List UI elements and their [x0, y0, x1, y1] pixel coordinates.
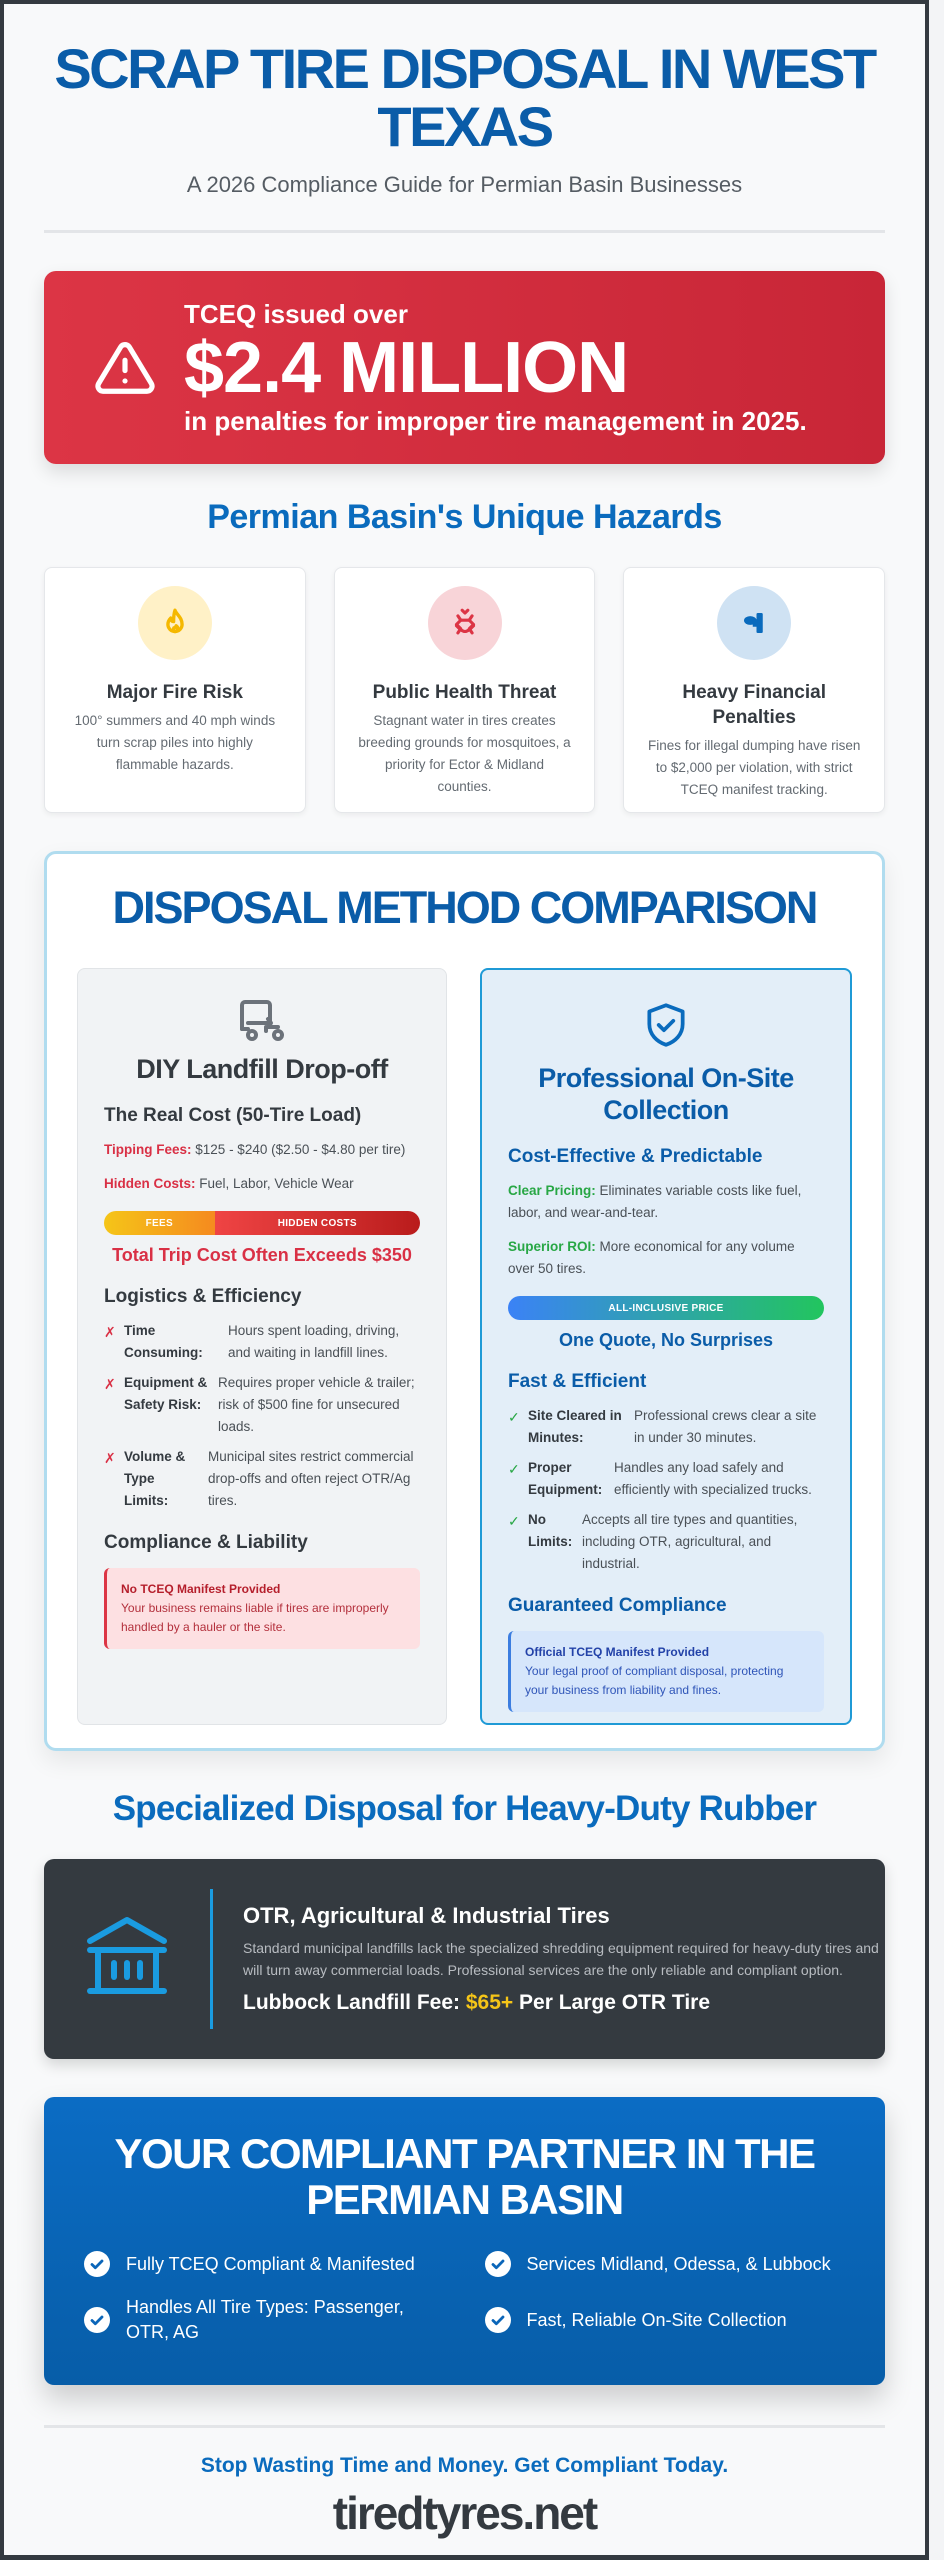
hazards-heading: Permian Basin's Unique Hazards	[207, 498, 722, 536]
pro-superior-roi	[508, 1236, 824, 1280]
diy-total-cost: Total Trip Cost Often Exceeds $350	[112, 1245, 412, 1265]
note-text: Your legal proof of compliant disposal, protecting your business from liability and fines.	[525, 1664, 784, 1697]
page-title: SCRAP TIRE DISPOSAL IN WEST TEXAS	[54, 37, 875, 158]
pro-clear-pricing	[508, 1180, 824, 1224]
heavy-duty-content	[243, 1903, 885, 2015]
check-icon: ✓	[508, 1461, 520, 1477]
cross-icon: ✗	[104, 1324, 116, 1340]
penalty-alert-banner	[44, 271, 885, 464]
hazard-title: Public Health Threat	[372, 682, 557, 703]
check-circle-icon	[84, 2251, 110, 2277]
hazard-title: Major Fire Risk	[106, 682, 243, 703]
clear-pricing-value: Eliminates variable costs like fuel, labor, and wear-and-tear.	[508, 1183, 802, 1220]
item-text: Hours spent loading, driving, and waiting in landfill lines.	[228, 1323, 400, 1360]
diy-cost-bar	[104, 1211, 420, 1235]
lubbock-fee	[243, 1991, 885, 2015]
list-item	[104, 1372, 420, 1438]
list-item	[508, 1405, 824, 1449]
diy-manifest-warning	[104, 1568, 420, 1649]
hazard-card-fire	[44, 567, 306, 813]
truck-trailer-icon	[104, 999, 420, 1041]
fire-icon	[138, 586, 212, 660]
cross-icon: ✗	[104, 1450, 116, 1466]
list-item	[508, 1457, 824, 1501]
item-text: Handles any load safely and efficiently with specialized trucks.	[614, 1460, 812, 1497]
check-circle-icon	[84, 2307, 110, 2333]
hazard-text: Fines for illegal dumping have risen to $2,000 per violation, with strict TCEQ manifest tracking.	[647, 738, 861, 797]
shield-check-icon	[508, 1000, 824, 1050]
alert-tail: in penalties for improper tire management in 2025.	[184, 405, 807, 436]
hazard-title: Heavy Financial Penalties	[682, 682, 826, 728]
pro-title: Professional On-Site Collection	[538, 1063, 794, 1125]
note-title: Official TCEQ Manifest Provided	[525, 1645, 710, 1659]
note-title: No TCEQ Manifest Provided	[121, 1582, 281, 1596]
benefit-text: Fast, Reliable On-Site Collection	[526, 2309, 787, 2330]
check-circle-icon	[485, 2307, 511, 2333]
footer-tagline: Stop Wasting Time and Money. Get Compliant Today.	[200, 2454, 729, 2477]
pro-column	[480, 968, 852, 1725]
pro-price-bar: ALL-INCLUSIVE PRICE	[508, 1296, 824, 1320]
hazard-card-penalties	[623, 567, 885, 813]
diy-compliance-heading: Compliance & Liability	[104, 1532, 308, 1553]
benefit-text: Services Midland, Odessa, & Lubbock	[526, 2253, 831, 2274]
item-text: Professional crews clear a site in under 30 minutes.	[634, 1408, 817, 1445]
cta-benefits	[84, 2251, 845, 2345]
hazards-grid	[44, 567, 885, 813]
benefit-item	[84, 2295, 445, 2345]
heavy-duty-panel	[44, 1859, 885, 2059]
item-label: Time Consuming:	[124, 1323, 203, 1360]
comparison-heading: DISPOSAL METHOD COMPARISON	[112, 882, 817, 933]
divider	[44, 2425, 885, 2428]
item-text: Municipal sites restrict commercial drop-offs and often reject OTR/Ag tires.	[208, 1449, 414, 1508]
list-item	[104, 1446, 420, 1512]
item-text: Accepts all tire types and quantities, including OTR, agricultural, and industrial.	[582, 1512, 798, 1571]
check-icon: ✓	[508, 1409, 520, 1425]
benefit-text: Handles All Tire Types: Passenger, OTR, AG	[126, 2297, 404, 2342]
cta-title: YOUR COMPLIANT PARTNER IN THE PERMIAN BASIN	[114, 2130, 815, 2223]
alert-text	[184, 299, 807, 437]
fee-prefix: Lubbock Landfill Fee:	[243, 1991, 461, 2014]
hidden-costs-value: Fuel, Labor, Vehicle Wear	[199, 1176, 354, 1191]
diy-logistics-list	[104, 1320, 420, 1512]
clear-pricing-label: Clear Pricing:	[508, 1183, 596, 1198]
tipping-fees-label: Tipping Fees:	[104, 1142, 192, 1157]
hazard-text: Stagnant water in tires creates breeding grounds for mosquitoes, a priority for Ector & Midland counties.	[358, 713, 571, 794]
diy-logistics-heading: Logistics & Efficiency	[104, 1286, 302, 1307]
page-subtitle: A 2026 Compliance Guide for Permian Basin Businesses	[186, 172, 743, 197]
benefit-item	[485, 2251, 846, 2277]
diy-tipping-fees	[104, 1139, 420, 1161]
note-text: Your business remains liable if tires are improperly handled by a hauler or the site.	[121, 1601, 389, 1634]
superior-roi-value: More economical for any volume over 50 tires.	[508, 1239, 795, 1276]
superior-roi-label: Superior ROI:	[508, 1239, 596, 1254]
item-label: Volume & Type Limits:	[124, 1449, 186, 1508]
diy-hidden-costs	[104, 1173, 420, 1195]
alert-amount: $2.4 MILLION	[184, 327, 629, 408]
item-label: Proper Equipment:	[528, 1460, 603, 1497]
list-item	[508, 1509, 824, 1575]
hazard-text: 100° summers and 40 mph winds turn scrap piles into highly flammable hazards.	[74, 713, 276, 772]
benefit-item	[84, 2251, 445, 2277]
hazard-card-health	[334, 567, 596, 813]
item-label: Equipment & Safety Risk:	[124, 1375, 208, 1412]
comparison-section	[44, 851, 885, 1751]
pro-fast-list	[508, 1405, 824, 1575]
gavel-icon	[717, 586, 791, 660]
alert-lead: TCEQ issued over	[184, 298, 408, 329]
warning-triangle-icon	[94, 337, 156, 399]
pro-fast-heading: Fast & Efficient	[508, 1371, 647, 1392]
infographic-page	[4, 4, 925, 2555]
check-icon: ✓	[508, 1513, 520, 1529]
divider	[44, 230, 885, 233]
mosquito-icon	[428, 586, 502, 660]
benefit-text: Fully TCEQ Compliant & Manifested	[126, 2253, 415, 2274]
diy-cost-heading: The Real Cost (50-Tire Load)	[104, 1105, 362, 1126]
check-circle-icon	[485, 2251, 511, 2277]
diy-column	[77, 968, 447, 1725]
hidden-costs-label: Hidden Costs:	[104, 1176, 196, 1191]
item-text: Requires proper vehicle & trailer; risk of $500 fine for unsecured loads.	[218, 1375, 415, 1434]
bar-segment-hidden-costs: HIDDEN COSTS	[215, 1211, 420, 1235]
bar-segment-fees: FEES	[104, 1211, 215, 1235]
pro-manifest-note	[508, 1631, 824, 1712]
benefit-item	[485, 2295, 846, 2345]
footer-domain: tiredtyres.net	[332, 2487, 597, 2539]
heavy-duty-text: Standard municipal landfills lack the specialized shredding equipment required for heavy-duty tires and will turn away commercial loads. Professional services are the only reliable and compliant option.	[243, 1940, 879, 1978]
comparison-columns	[77, 968, 852, 1725]
list-item	[104, 1320, 420, 1364]
vertical-divider	[210, 1889, 213, 2029]
pro-result: One Quote, No Surprises	[558, 1330, 774, 1350]
item-label: Site Cleared in Minutes:	[528, 1408, 622, 1445]
heavy-duty-title: OTR, Agricultural & Industrial Tires	[243, 1903, 610, 1928]
building-columns-icon	[84, 1915, 170, 2004]
fee-amount: $65+	[465, 1991, 514, 2014]
diy-title: DIY Landfill Drop-off	[136, 1054, 388, 1084]
heavy-duty-heading: Specialized Disposal for Heavy-Duty Rubber	[112, 1789, 817, 1828]
pro-compliance-heading: Guaranteed Compliance	[508, 1595, 727, 1616]
partner-cta-panel	[44, 2097, 885, 2385]
pro-cost-heading: Cost-Effective & Predictable	[508, 1146, 763, 1167]
item-label: No Limits:	[528, 1512, 573, 1549]
fee-suffix: Per Large OTR Tire	[519, 1991, 711, 2014]
cross-icon: ✗	[104, 1376, 116, 1392]
tipping-fees-value: $125 - $240 ($2.50 - $4.80 per tire)	[195, 1142, 406, 1157]
